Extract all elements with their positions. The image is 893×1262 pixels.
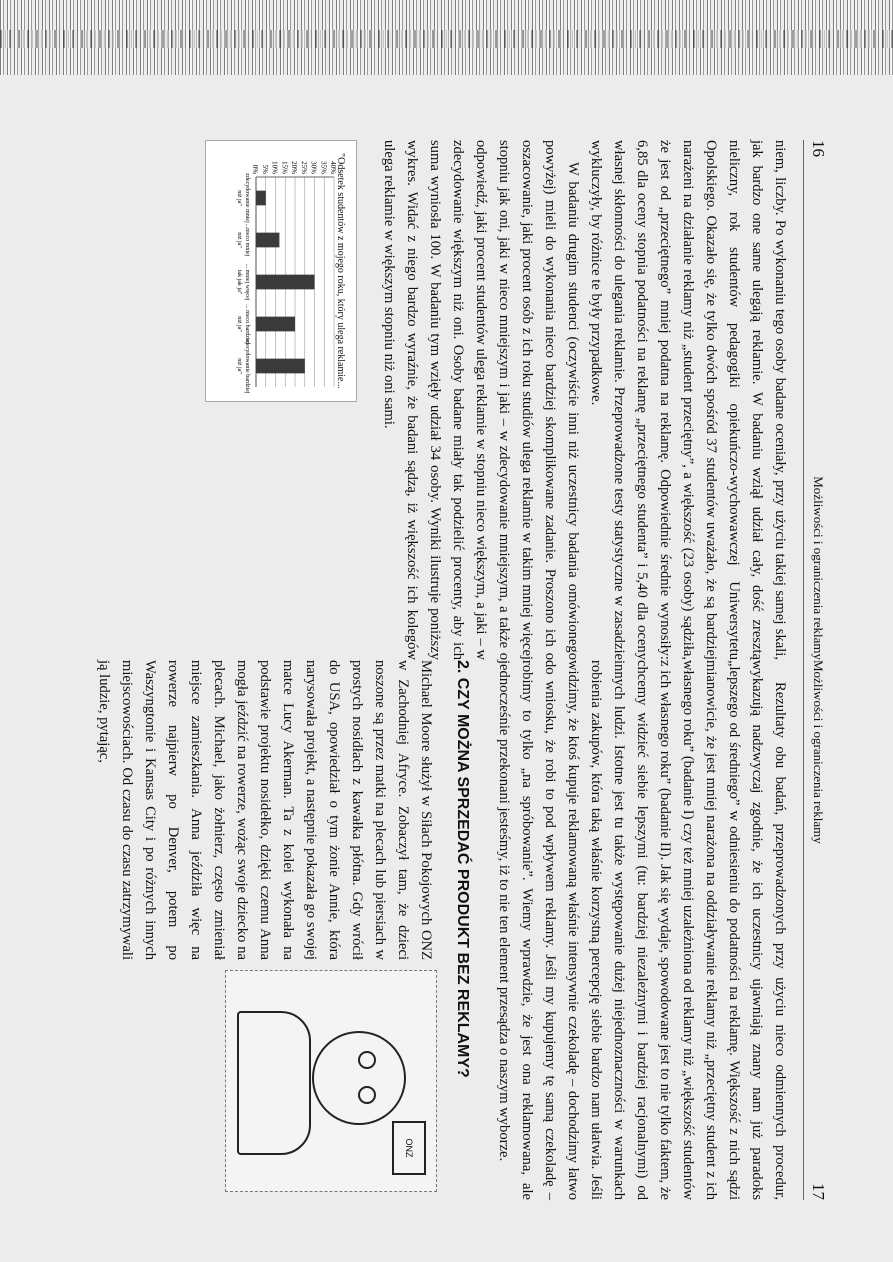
chart-x-tick-label: ... mniej więcejtak jak ja": [236, 263, 250, 301]
chart-bar: [256, 233, 279, 248]
chart-y-tick-label: 25%: [299, 161, 308, 174]
right-running-head: [803, 660, 830, 1200]
chart-y-tick-label: 0%: [251, 164, 259, 174]
chart-x-tick-label: zdecydowanie mniejniż ja": [236, 173, 250, 223]
cartoon-head: [312, 1031, 406, 1125]
moore-story-block: [92, 660, 437, 1200]
left-paragraph-2: W badaniu drugim studenci (oczywiście inni niż uczestnicy badania omówionego powyżej) mieli do wykonania nieco bardziej skomplikowane zadanie. Proszono ich o oszacowanie, jaki procent osób z ich roku studiów ulega reklamie w takim mniej więcej stopniu jak oni, jaki w nieco mniejszym i jaki – w zdecydowanie mniejszym, a także o odpowiedź, jaki procent studentów ulega reklamie w stopniu nieco większym, a jaki – w zdecydowanie większym niż oni. Osoby badane miały tak podzielić procenty, aby ich suma wyniosła 100. W badaniu tym wzięły udział 34 osoby. Wyniki ilustruje poniższy wykres. Widać z niego bardzo wyraźnie, że badani sądzą, iż większość ich kolegów ulega reklamie w większym stopniu niż oni sami.: [381, 140, 581, 660]
left-page: [195, 140, 830, 660]
chart-x-tick-label: ... nieco bardziejniż ja": [236, 304, 250, 344]
chart-y-tick-label: 40%: [329, 161, 337, 174]
right-paragraph-1: Rezultaty obu badań, przeprowadzonych przy użyciu nieco odmiennych procedur, wykazują nadzwyczaj zgodnie, że ich uczestnicy ujawniają znany nam już paradoks „lepszego od średniego” w odniesieniu do podatności na reklamę. Większość z nich sądzi mianowicie, że jest mniej narażona na oddziaływanie reklamy niż „przeciętny student z ich własnego roku” (badanie I) czy też mniej uzależniona od reklamy niż „większość studentów z ich własnego roku” (badanie II). Jak się wydaje, spowodowane jest to nie tylko faktem, że chcemy widzieć siebie lepszymi (tu: bardziej niezależnymi i bardziej racjonalnymi) od innych ludzi. Istotne jest tu także występowanie dużej niejednoznaczności w warunkach robienia zakupów, która taką właśnie korzystną percepcję siebie bardzo nam ułatwia. Jeśli widzimy, że ktoś kupuje reklamowaną właśnie intensywnie czekoladę – dochodzimy łatwo do wniosku, że robi to pod wpływem reklamy. Jeśli my kupujemy tę samą czekoladę – robimy to tylko „na spróbowanie”. Wiemy wprawdzie, że jest ona reklamowana, ale jednocześnie przekonani jesteśmy, iż to nie ten element przesądza o naszym wyborze.: [496, 660, 788, 1200]
left-page-number: 16: [809, 140, 828, 157]
right-page-number: 17: [809, 1183, 828, 1200]
chart-y-tick-label: 5%: [260, 164, 269, 174]
chart-bar: [256, 359, 305, 374]
cartoon-body: [237, 1011, 311, 1155]
left-paragraph-1: niem, liczby. Po wykonaniu tego osoby badane oceniały, przy użyciu takiej samej skali, jak bardzo one same ulegają reklamie. W badaniu wziął udział cały, dość zresztą nieliczny, rok studentów pedagogiki opiekuńczo-wychowawczej Uniwersytetu Opolskiego. Okazało się, że tylko dwóch spośród 37 studentów uważało, że są bardziej narażeni na działanie reklamy niż „student przeciętny”, a większość (23 osoby) sądziła, że jest od „przeciętnego” mniej podatna na reklamę. Odpowiednie średnie wynosiły: 6,85 dla oceny stopnia podatności na reklamę „przeciętnego studenta” i 5,40 dla oceny własnej skłonności do ulegania reklamie. Przeprowadzone testy statystyczne w zasadzie wykluczyły, by różnice te były przypadkowe.: [588, 140, 788, 660]
chart-y-tick-label: 15%: [280, 161, 289, 174]
moore-paragraph: Michael Moore służył w Siłach Pokojowych ONZ w Zachodniej Afryce. Zobaczył tam, że dzieci noszone są przez matki na plecach lub piersiach w prostych nosidłach z kawałka płótna. Gdy wrócił do USA, opowiedział o tym żonie Annie, która narysowała projekt, a następnie pokazała go swojej matce Lucy Akerman. Ta z kolei wykonała na podstawie projektu nosidełko, dzięki czemu Anna mogła jeździć na rowerze, wożąc swoje dziecko na plecach. Michael, jako żołnierz, często zmieniał miejsce zamieszkania. Anna jeździła więc na rowerze najpierw po Denver, potem po Waszyngtonie i Kansas City i po różnych innych miejscowościach. Od czasu do czasu zatrzymywali ją ludzie, pytając,: [96, 660, 434, 960]
section-heading: 2. CZY MOŻNA SPRZEDAĆ PRODUKT BEZ REKLAMY?: [454, 660, 471, 1078]
cartoon-illustration: [225, 970, 437, 1192]
chart-bar: [256, 317, 295, 332]
chart-y-tick-label: 35%: [319, 161, 328, 174]
chart-x-tick-label: ...nieco mniejniż ja": [236, 223, 250, 257]
right-page: [92, 660, 830, 1200]
cartoon-flag-label: ONZ: [392, 1121, 426, 1175]
right-running-head-title: Możliwości i ograniczenia reklamy: [811, 660, 826, 844]
chart-title: "Odsetek studentów z mojego roku, który ulega reklamie...: [335, 153, 346, 389]
left-running-head-title: Możliwości i ograniczenia reklamy: [811, 476, 826, 660]
chart-y-tick-label: 20%: [290, 161, 298, 174]
chart-x-tick-label: zdecydowanie bardziejniż ja": [236, 338, 250, 394]
bar-chart: [205, 140, 357, 402]
cartoon-eye-left: [358, 1051, 376, 1069]
left-running-head: [803, 140, 830, 660]
chart-plot: [208, 141, 340, 399]
chart-bar: [256, 275, 315, 290]
cartoon-eye-right: [358, 1086, 376, 1104]
chart-y-tick-label: 30%: [309, 161, 318, 174]
chart-bar: [256, 191, 266, 206]
chart-y-tick-label: 10%: [270, 161, 279, 174]
